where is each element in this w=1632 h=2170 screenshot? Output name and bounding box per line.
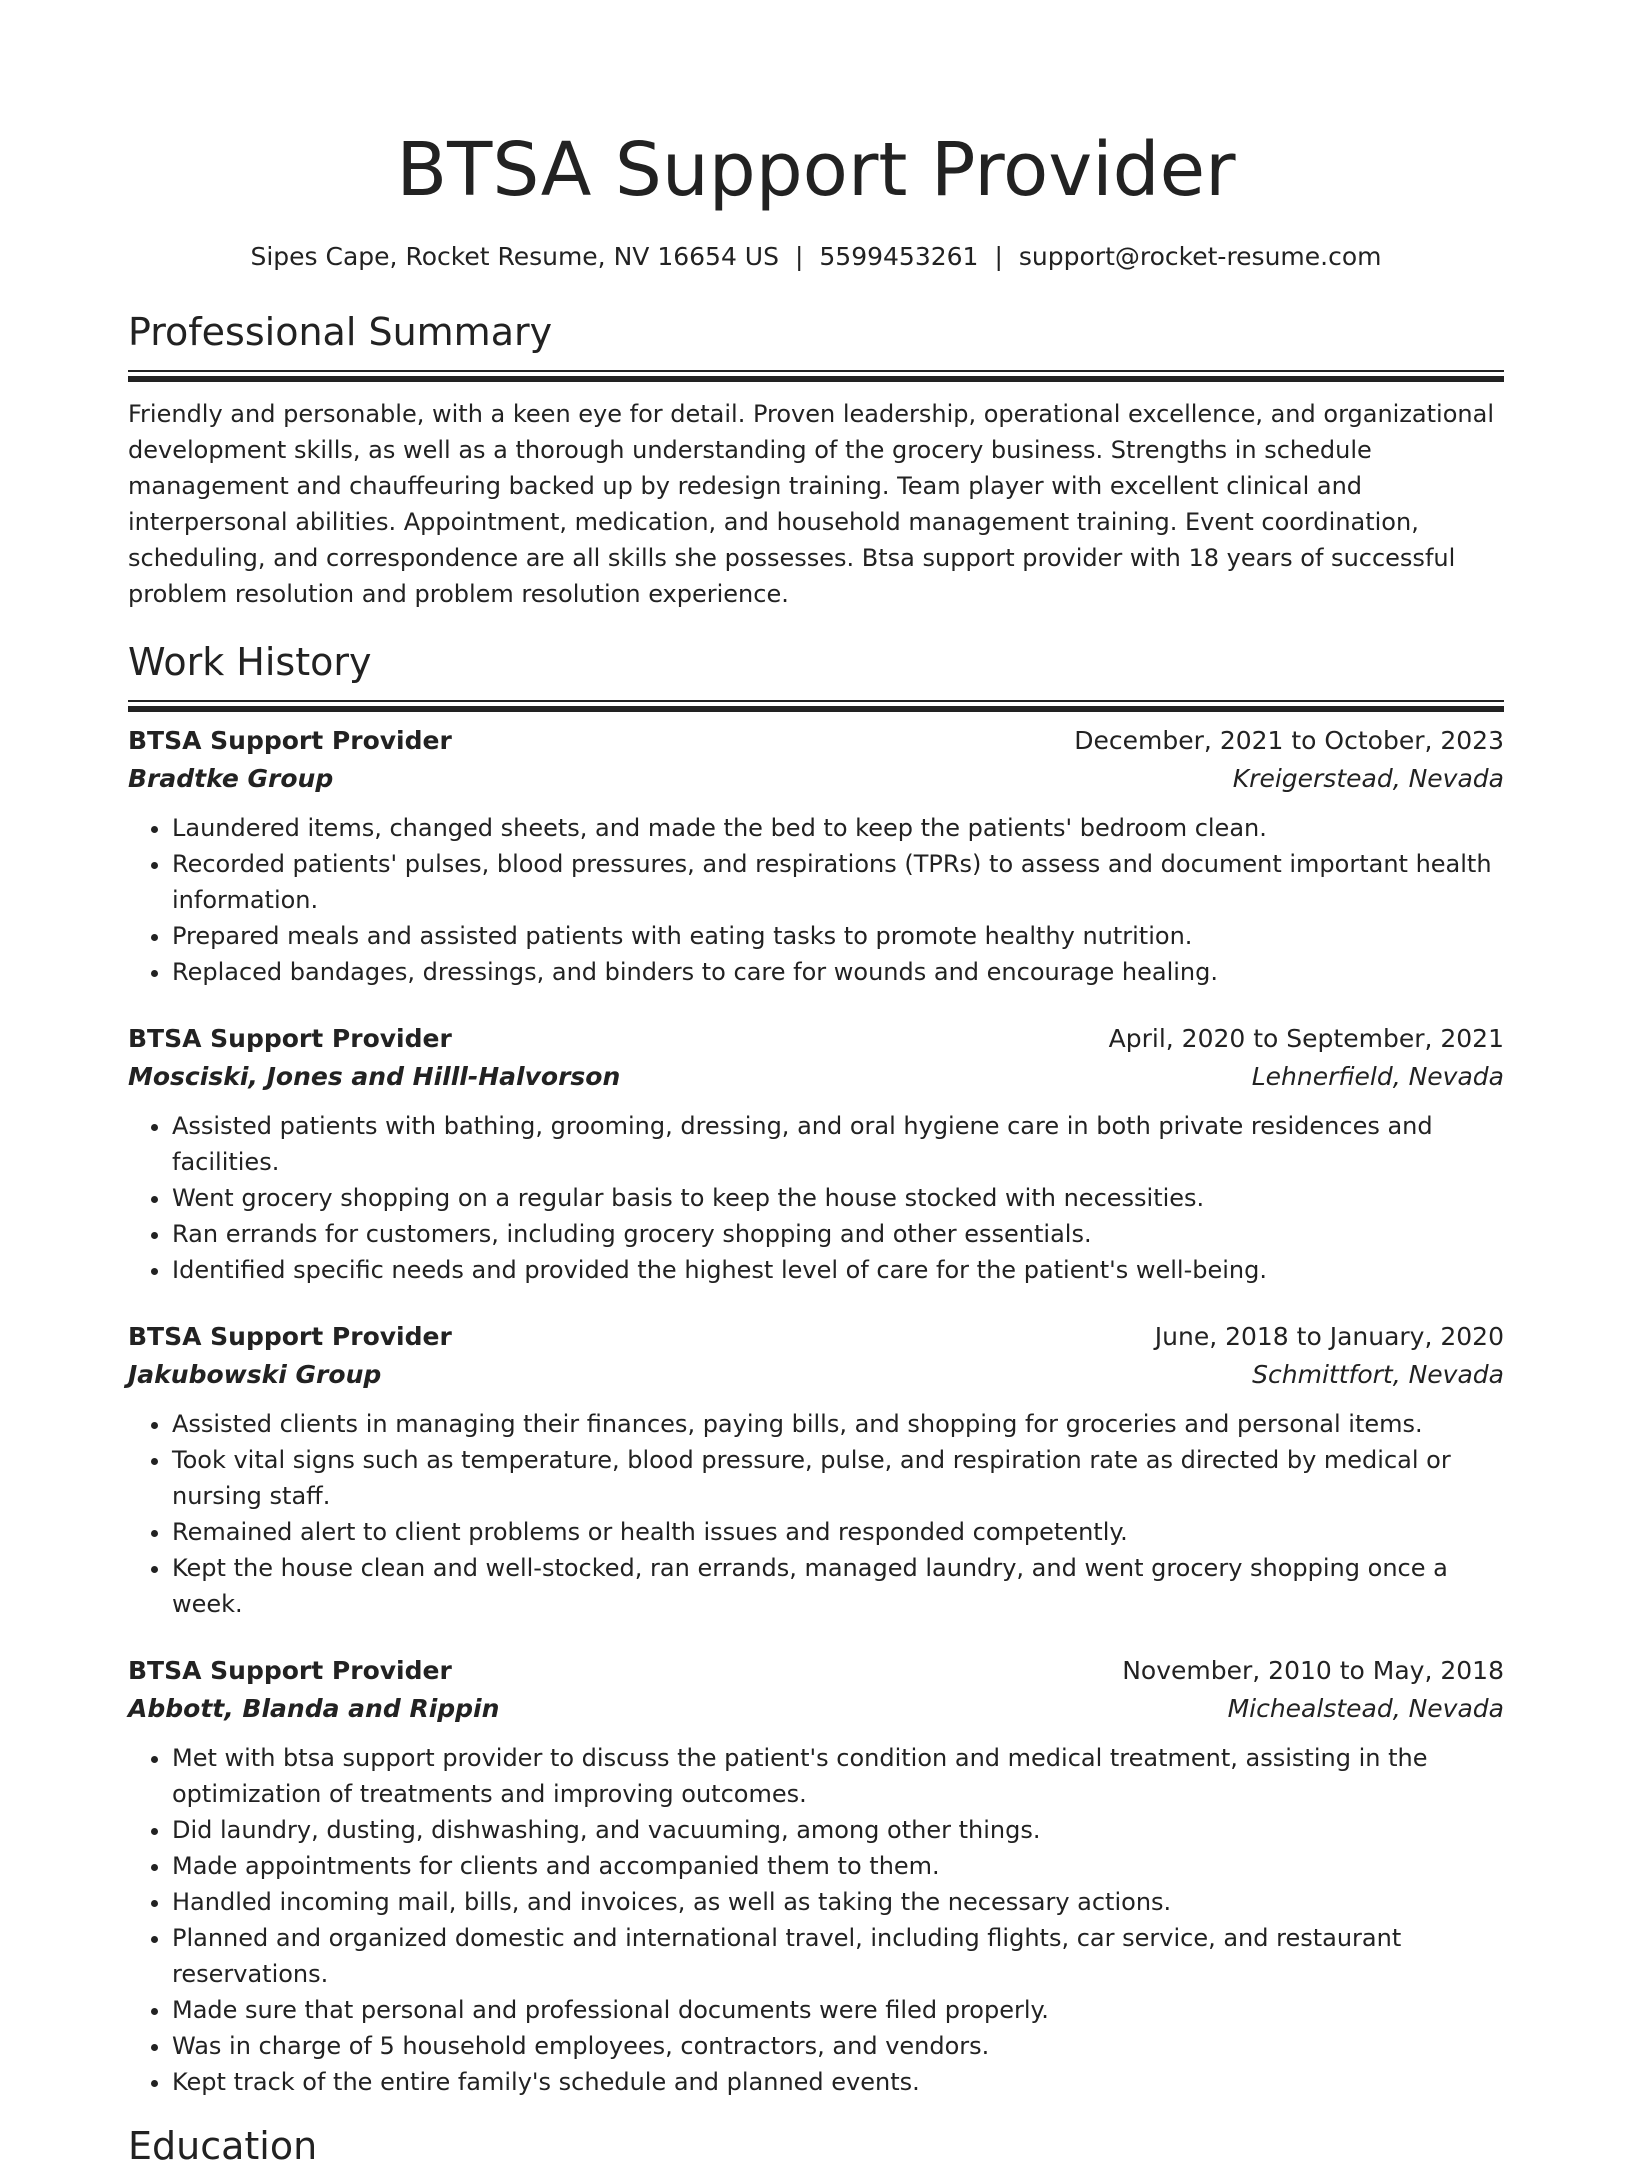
job-title: BTSA Support Provider: [128, 1024, 452, 1053]
section-title-education: Education: [128, 2124, 318, 2168]
job-bullets: [128, 1406, 1504, 1622]
work-history-section: [128, 638, 1504, 2100]
job-location: Michealstead, Nevada: [1227, 1694, 1504, 1723]
job-bullet: • Remained alert to client problems or health issues and responded competently.: [172, 1514, 1504, 1550]
job-dates: December, 2021 to October, 2023: [1074, 726, 1504, 755]
job-bullet: • Was in charge of 5 household employees, contractors, and vendors.: [172, 2028, 1504, 2064]
job-bullet: • Went grocery shopping on a regular basis to keep the house stocked with necessities.: [172, 1180, 1504, 1216]
job-bullet: • Met with btsa support provider to discuss the patient's condition and medical treatment, assisting in the optimization of treatments and improving outcomes.: [172, 1740, 1504, 1812]
job-bullet: • Planned and organized domestic and international travel, including flights, car service, and restaurant reservations.: [172, 1920, 1504, 1992]
job-location: Lehnerfield, Nevada: [1251, 1062, 1504, 1091]
job-bullet: • Prepared meals and assisted patients with eating tasks to promote healthy nutrition.: [172, 918, 1504, 954]
job-company-row: [128, 1356, 1504, 1394]
job-bullet: • Recorded patients' pulses, blood pressures, and respirations (TPRs) to assess and document important health information.: [172, 846, 1504, 918]
section-title-summary: Professional Summary: [128, 310, 553, 354]
job-bullets: [128, 1108, 1504, 1288]
job-dates: November, 2010 to May, 2018: [1122, 1656, 1504, 1685]
job-title: BTSA Support Provider: [128, 726, 452, 755]
job-company: Bradtke Group: [128, 764, 334, 793]
job-location: Schmittfort, Nevada: [1252, 1360, 1504, 1389]
job-company-row: [128, 1058, 1504, 1096]
summary-text: Friendly and personable, with a keen eye for detail. Proven leadership, operational excellence, and organizational development skills, as well as a thorough understanding of the grocery business. Strengths in schedule management and chauffeuring backed up by redesign training. Team player with excellent clinical and interpersonal abilities. Appointment, medication, and household management training. Event coordination, scheduling, and correspondence are all skills she possesses. Btsa support provider with 18 years of successful problem resolution and problem resolution experience.: [128, 400, 1494, 608]
job-bullet: • Handled incoming mail, bills, and invoices, as well as taking the necessary actions.: [172, 1884, 1504, 1920]
resume-name: BTSA Support Provider: [396, 127, 1236, 213]
job-bullet: • Kept the house clean and well-stocked, ran errands, managed laundry, and went grocery shopping once a week.: [172, 1550, 1504, 1622]
job-header-row: [128, 1020, 1504, 1058]
summary-section: [128, 308, 1504, 612]
job-company: Mosciski, Jones and Hilll-Halvorson: [128, 1062, 621, 1091]
job-header-row: [128, 722, 1504, 760]
job-bullet: • Made appointments for clients and accompanied them to them.: [172, 1848, 1504, 1884]
job-company: Abbott, Blanda and Rippin: [128, 1694, 500, 1723]
job-company-row: [128, 760, 1504, 798]
job-bullet: • Identified specific needs and provided the highest level of care for the patient's well-being.: [172, 1252, 1504, 1288]
job-title: BTSA Support Provider: [128, 1656, 452, 1685]
job-title: BTSA Support Provider: [128, 1322, 452, 1351]
job-header-row: [128, 1318, 1504, 1356]
job-entry: [128, 1652, 1504, 2100]
job-header-row: [128, 1652, 1504, 1690]
job-bullets: [128, 1740, 1504, 2100]
contact-line: [128, 240, 1504, 274]
job-bullet: • Did laundry, dusting, dishwashing, and vacuuming, among other things.: [172, 1812, 1504, 1848]
job-bullet: • Made sure that personal and professional documents were filed properly.: [172, 1992, 1504, 2028]
job-bullet: • Assisted patients with bathing, grooming, dressing, and oral hygiene care in both private residences and facilities.: [172, 1108, 1504, 1180]
job-bullet: • Took vital signs such as temperature, blood pressure, pulse, and respiration rate as directed by medical or nursing staff.: [172, 1442, 1504, 1514]
resume-page: [128, 0, 1504, 2170]
job-bullet: • Assisted clients in managing their finances, paying bills, and shopping for groceries and personal items.: [172, 1406, 1504, 1442]
section-title-work-history: Work History: [128, 640, 372, 684]
job-entry: [128, 1318, 1504, 1622]
job-bullet: • Laundered items, changed sheets, and made the bed to keep the patients' bedroom clean.: [172, 810, 1504, 846]
contact-separator: |: [794, 242, 804, 271]
job-bullet: • Ran errands for customers, including grocery shopping and other essentials.: [172, 1216, 1504, 1252]
job-company-row: [128, 1690, 1504, 1728]
contact-email: support@rocket-resume.com: [1018, 242, 1382, 271]
job-bullets: [128, 810, 1504, 990]
job-dates: April, 2020 to September, 2021: [1108, 1024, 1504, 1053]
contact-separator: |: [994, 242, 1003, 271]
contact-phone: 5599453261: [819, 242, 979, 271]
section-divider: [128, 700, 1504, 712]
job-dates: June, 2018 to January, 2020: [1154, 1322, 1504, 1351]
education-section: [128, 2122, 1504, 2170]
job-company: Jakubowski Group: [128, 1360, 382, 1389]
job-entry: [128, 722, 1504, 990]
section-divider: [128, 370, 1504, 382]
job-bullet: • Replaced bandages, dressings, and binders to care for wounds and encourage healing.: [172, 954, 1504, 990]
job-bullet: • Kept track of the entire family's schedule and planned events.: [172, 2064, 1504, 2100]
job-entry: [128, 1020, 1504, 1288]
contact-address: Sipes Cape, Rocket Resume, NV 16654 US: [250, 242, 779, 271]
job-location: Kreigerstead, Nevada: [1232, 764, 1504, 793]
